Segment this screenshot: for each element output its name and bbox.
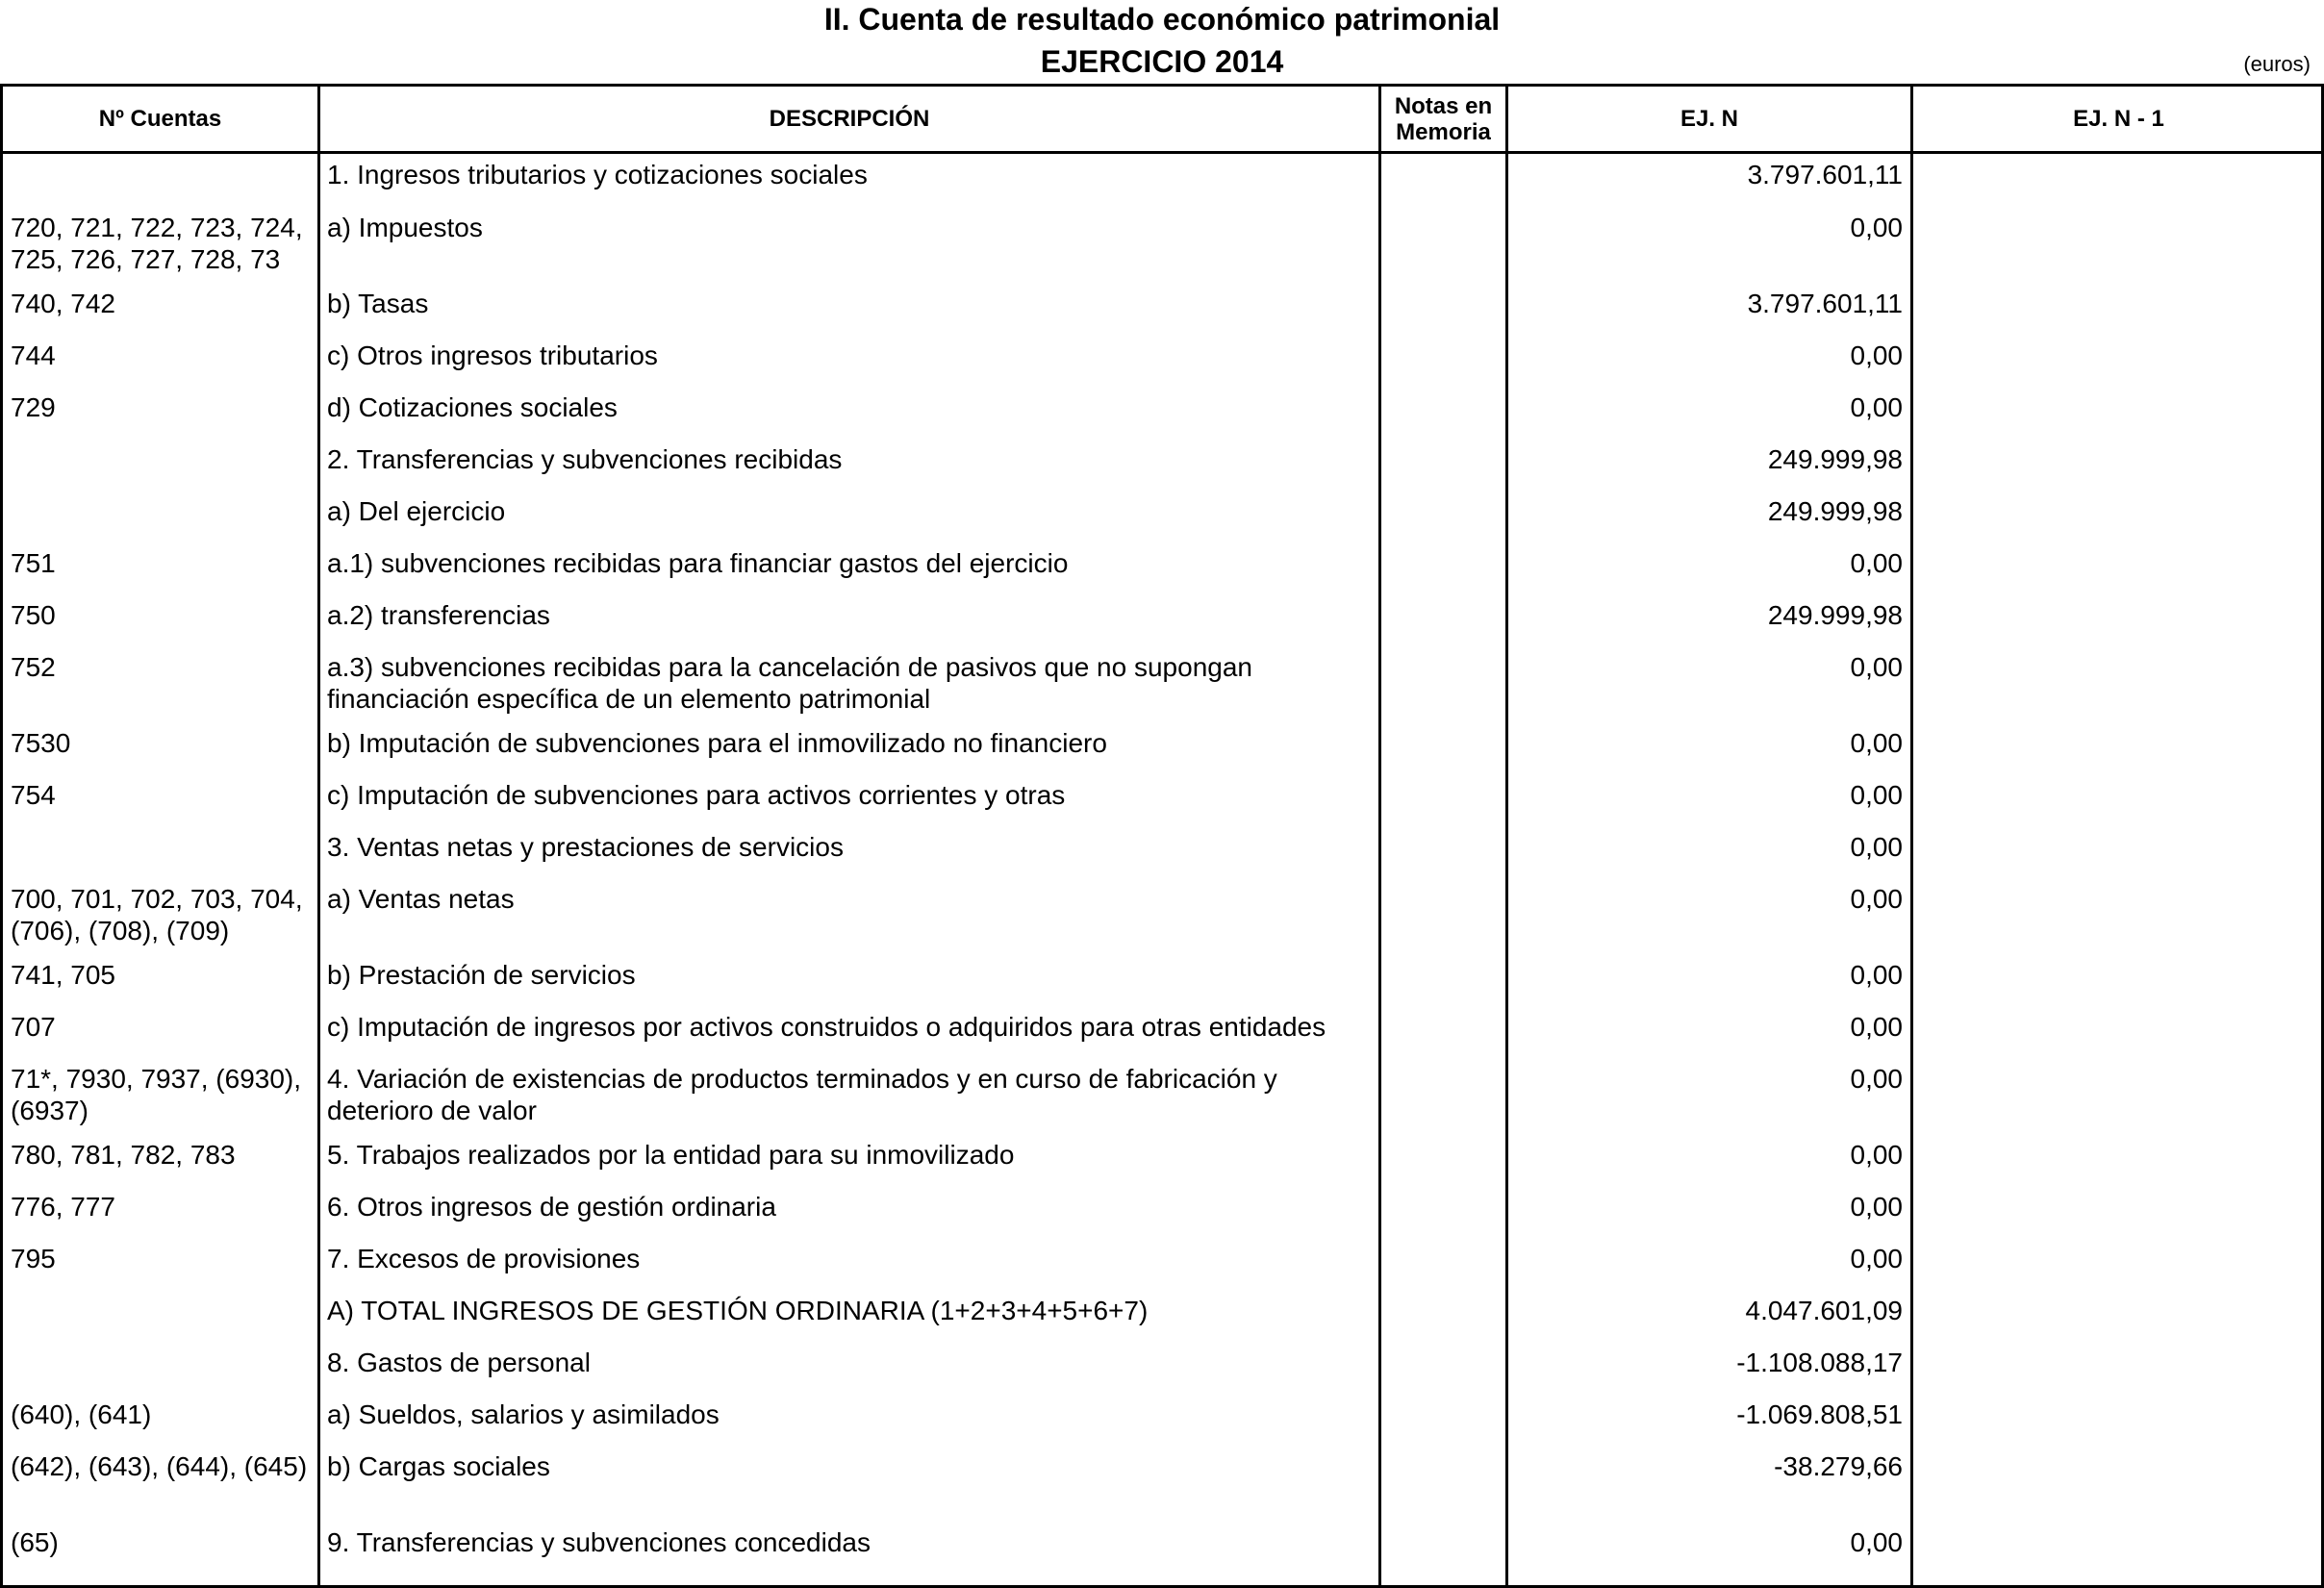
cell-accounts: 720, 721, 722, 723, 724, 725, 726, 727, 728, 73 [11,213,303,274]
cell-accounts: 754 [11,780,56,810]
cell-description: c) Imputación de subvenciones para activos corrientes y otras [327,780,1066,810]
cell-accounts: 71*, 7930, 7937, (6930), (6937) [11,1064,302,1125]
cell-description: b) Prestación de servicios [327,960,636,990]
cell-year-n: 0,00 [1850,548,1903,578]
cell-description: c) Otros ingresos tributarios [327,340,658,370]
page-subtitle: EJERCICIO 2014 [1040,44,1284,79]
cell-accounts: 741, 705 [11,960,115,990]
cell-year-n: 249.999,98 [1767,444,1903,474]
cell-accounts: 7530 [11,728,71,758]
cell-accounts: 729 [11,392,56,422]
units-label: (euros) [2243,52,2311,76]
cell-description: a.1) subvenciones recibidas para financiar gastos del ejercicio [327,548,1069,578]
cell-description: a) Impuestos [327,213,483,242]
cell-year-n: 3.797.601,11 [1747,289,1903,318]
cell-accounts: 751 [11,548,56,578]
cell-accounts: (65) [11,1527,59,1557]
cell-year-n: 0,00 [1850,1192,1903,1222]
header-notes-line2: Memoria [1396,118,1491,145]
cell-year-n: 0,00 [1850,1140,1903,1170]
cell-year-n: -1.069.808,51 [1736,1399,1903,1429]
cell-accounts: 752 [11,652,56,682]
cell-accounts: 707 [11,1012,56,1042]
cell-year-n: 0,00 [1850,1064,1903,1094]
cell-description: a.2) transferencias [327,600,550,630]
header-divider [3,151,2321,154]
cell-accounts: (642), (643), (644), (645) [11,1451,308,1481]
cell-description: a) Del ejercicio [327,496,506,526]
cell-description: b) Imputación de subvenciones para el inmovilizado no financiero [327,728,1107,758]
cell-accounts: 780, 781, 782, 783 [11,1140,236,1170]
cell-year-n: 4.047.601,09 [1745,1296,1903,1325]
cell-year-n: 0,00 [1850,960,1903,990]
cell-year-n: 0,00 [1850,1244,1903,1273]
cell-year-n: 3.797.601,11 [1747,160,1903,189]
cell-accounts: 776, 777 [11,1192,115,1222]
cell-year-n: 0,00 [1850,728,1903,758]
cell-year-n: 0,00 [1850,652,1903,682]
cell-description: 2. Transferencias y subvenciones recibidas [327,444,843,474]
cell-description: 8. Gastos de personal [327,1348,591,1377]
cell-description: A) TOTAL INGRESOS DE GESTIÓN ORDINARIA (1+2+3+4+5+6+7) [327,1296,1149,1325]
cell-accounts: 700, 701, 702, 703, 704, (706), (708), (709) [11,884,303,945]
header-description: DESCRIPCIÓN [769,106,930,132]
cell-description: d) Cotizaciones sociales [327,392,618,422]
column-divider [317,87,320,1585]
cell-description: 6. Otros ingresos de gestión ordinaria [327,1192,776,1222]
cell-accounts: 740, 742 [11,289,115,318]
cell-accounts: (640), (641) [11,1399,152,1429]
cell-year-n: 0,00 [1850,340,1903,370]
column-divider [1910,87,1913,1585]
cell-description: a) Sueldos, salarios y asimilados [327,1399,720,1429]
cell-accounts: 750 [11,600,56,630]
cell-year-n: 0,00 [1850,1527,1903,1557]
column-divider [1378,87,1381,1585]
cell-description: c) Imputación de ingresos por activos construidos o adquiridos para otras entidades [327,1012,1326,1042]
cell-year-n: 249.999,98 [1767,600,1903,630]
cell-year-n: 0,00 [1850,1012,1903,1042]
cell-year-n: -1.108.088,17 [1736,1348,1903,1377]
header-notes-line1: Notas en [1394,92,1493,119]
cell-description: 1. Ingresos tributarios y cotizaciones sociales [327,160,868,189]
page-title: II. Cuenta de resultado económico patrimonial [823,2,1501,37]
cell-description: 7. Excesos de provisiones [327,1244,641,1273]
header-accounts: Nº Cuentas [98,106,222,132]
cell-year-n: 0,00 [1850,832,1903,862]
cell-year-n: 0,00 [1850,884,1903,914]
cell-year-n: 0,00 [1850,392,1903,422]
cell-description: b) Tasas [327,289,429,318]
cell-description: b) Cargas sociales [327,1451,550,1481]
header-year-n1: EJ. N - 1 [2073,106,2164,132]
cell-year-n: -38.279,66 [1774,1451,1903,1481]
cell-year-n: 0,00 [1850,780,1903,810]
cell-description: 5. Trabajos realizados por la entidad para su inmovilizado [327,1140,1015,1170]
cell-description: 3. Ventas netas y prestaciones de servicios [327,832,844,862]
results-table [0,84,2324,1588]
cell-description: a.3) subvenciones recibidas para la cancelación de pasivos que no supongan financiación específica de un elemento patrimonial [327,652,1252,714]
cell-accounts: 795 [11,1244,56,1273]
cell-description: 9. Transferencias y subvenciones concedidas [327,1527,871,1557]
cell-description: 4. Variación de existencias de productos terminados y en curso de fabricación y deterioro de valor [327,1064,1277,1125]
cell-accounts: 744 [11,340,56,370]
header-year-n: EJ. N [1680,106,1739,132]
cell-description: a) Ventas netas [327,884,515,914]
cell-year-n: 0,00 [1850,213,1903,242]
cell-year-n: 249.999,98 [1767,496,1903,526]
header-notes [1381,87,1505,151]
